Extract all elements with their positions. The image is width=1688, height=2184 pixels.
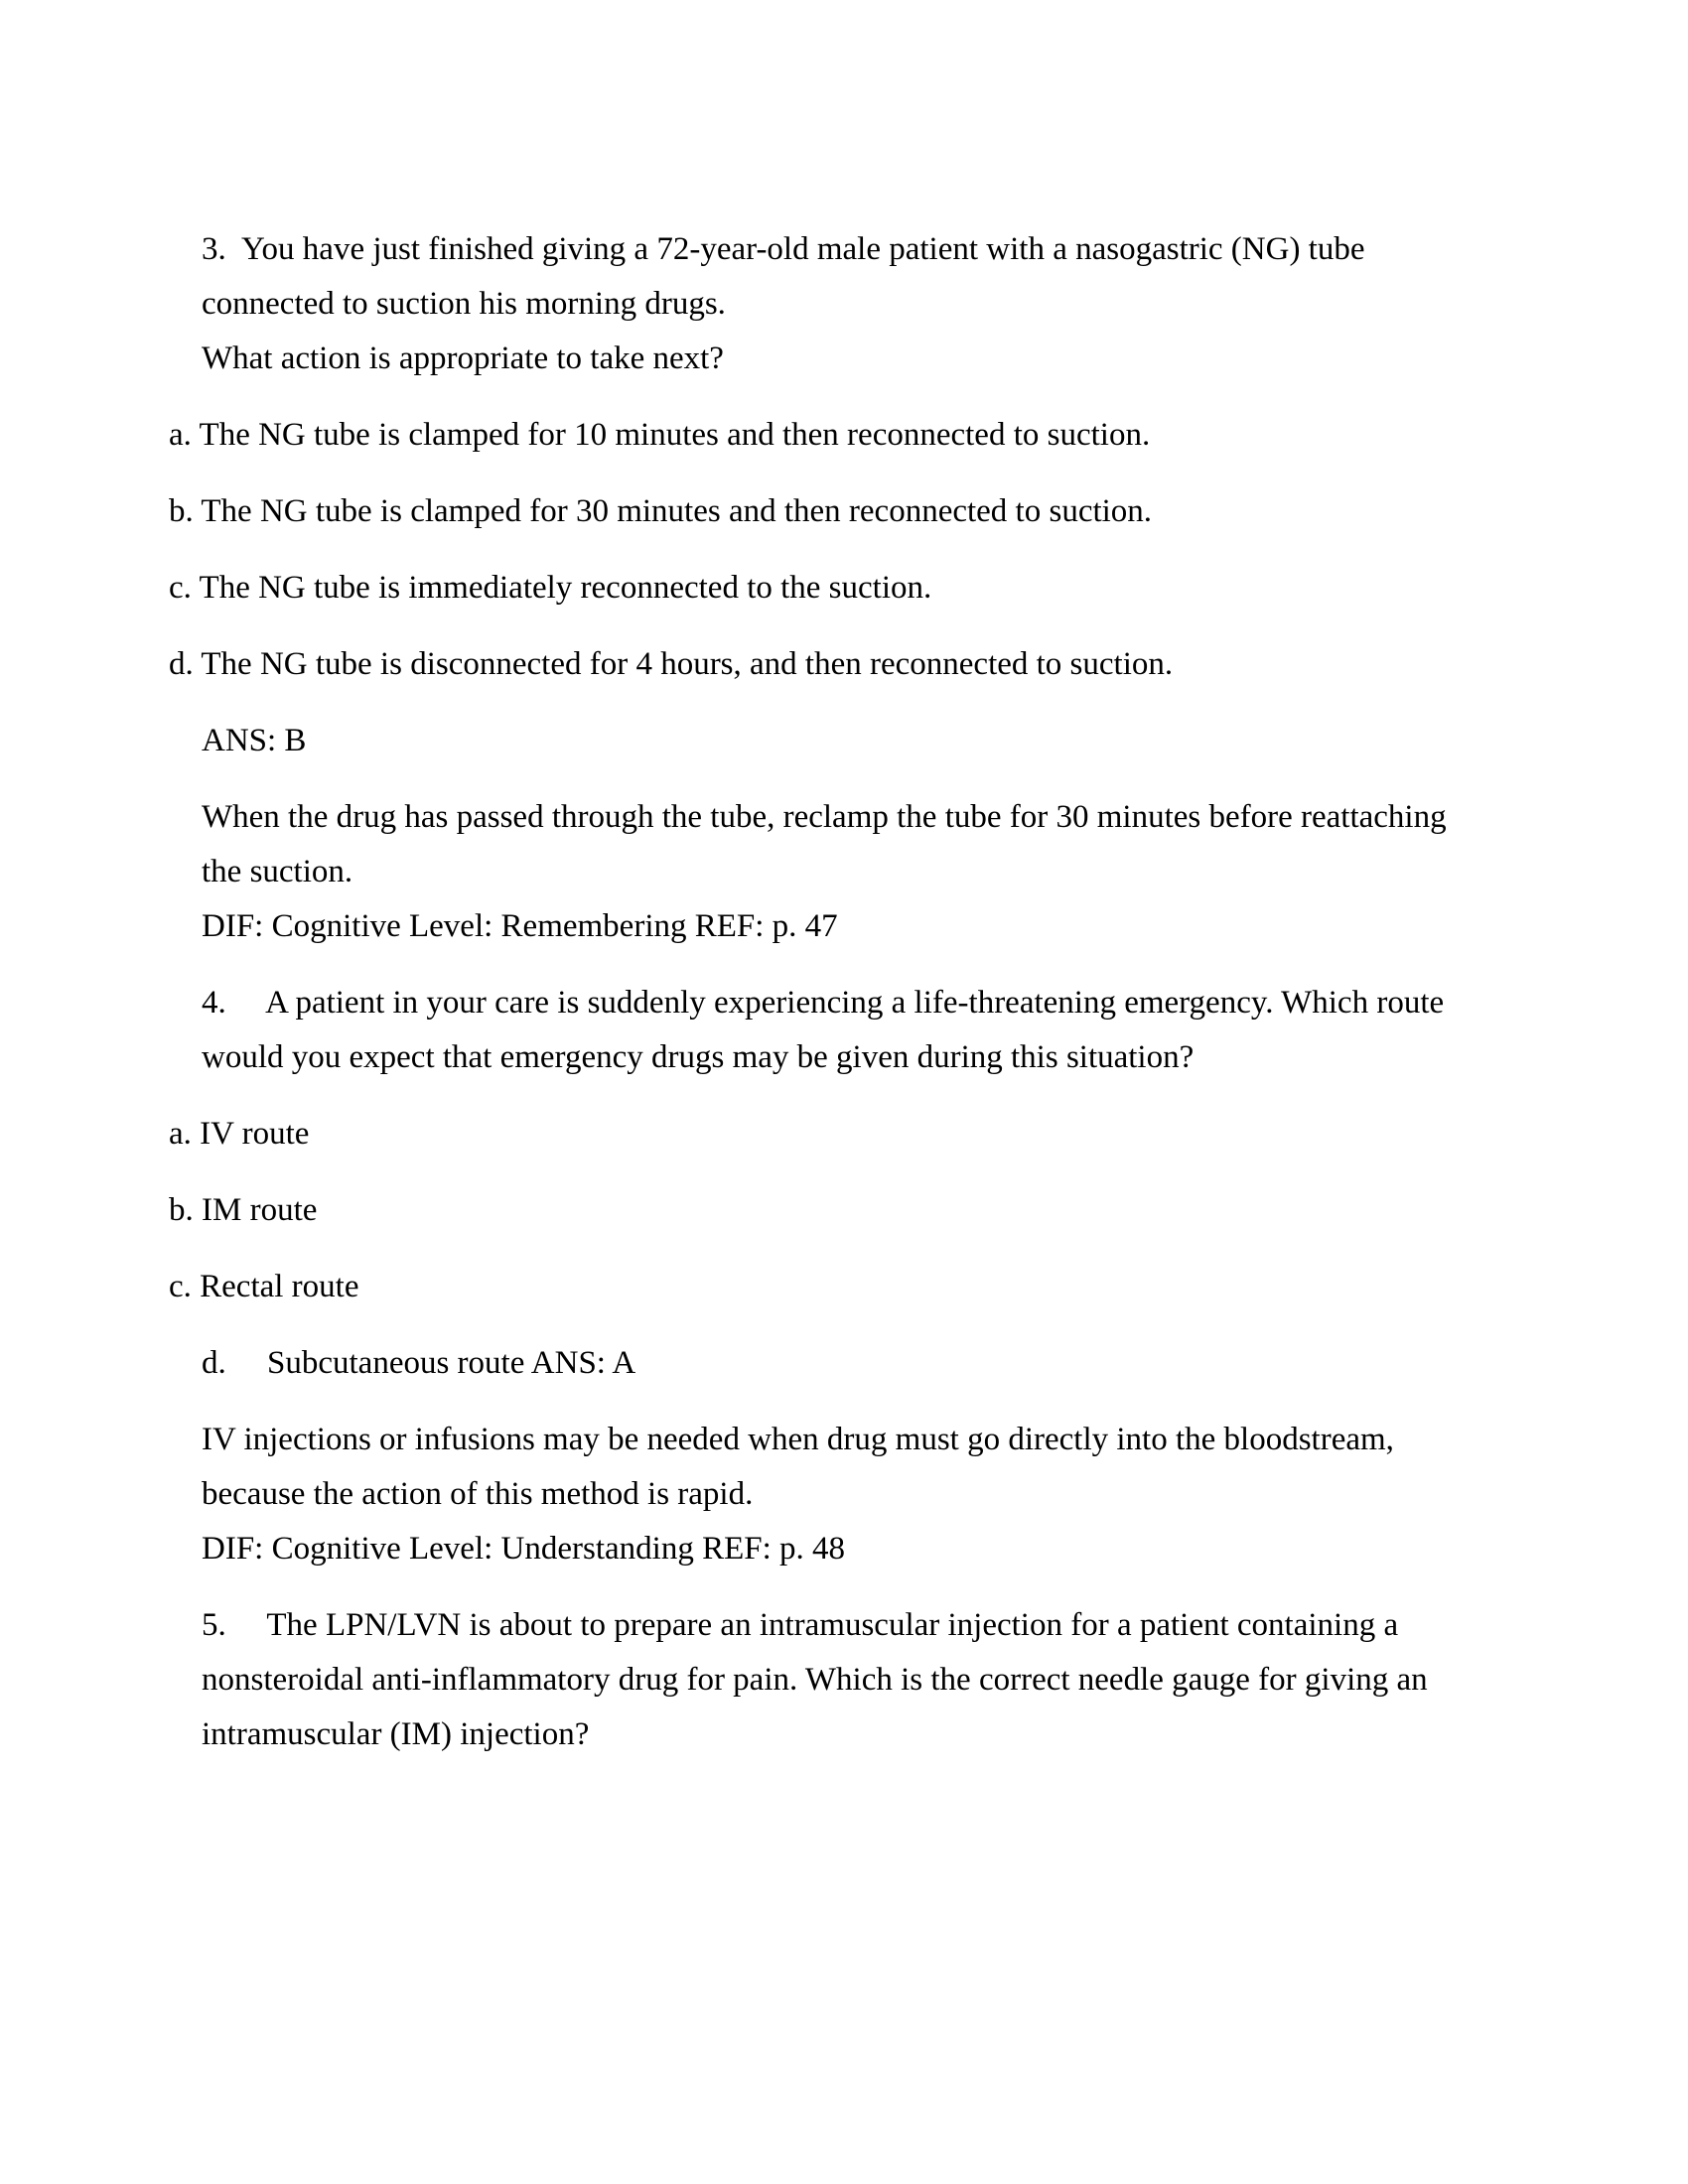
text-line: c. The NG tube is immediately reconnected to the suction. <box>169 570 932 606</box>
text-line: When the drug has passed through the tube, reclamp the tube for 30 minutes before reattaching <box>202 799 1447 835</box>
text-line: What action is appropriate to take next? <box>202 341 724 376</box>
question-paragraph <box>202 976 1539 1085</box>
answer-option <box>169 1183 1539 1238</box>
text-line: IV injections or infusions may be needed when drug must go directly into the bloodstream, <box>202 1422 1394 1457</box>
text-line: because the action of this method is rapid. <box>202 1476 754 1512</box>
answer-option <box>169 637 1539 692</box>
answer-option <box>169 484 1539 539</box>
text-line: a. The NG tube is clamped for 10 minutes and then reconnected to suction. <box>169 417 1151 453</box>
question-paragraph <box>202 222 1539 386</box>
text-line: 3. You have just finished giving a 72-year-old male patient with a nasogastric (NG) tube <box>202 231 1365 267</box>
text-line: a. IV route <box>169 1116 310 1152</box>
text-line: b. IM route <box>169 1192 318 1228</box>
text-line: ANS: B <box>202 723 307 758</box>
question-paragraph <box>202 1336 1539 1391</box>
text-line: would you expect that emergency drugs may be given during this situation? <box>202 1039 1195 1075</box>
answer-option <box>169 1107 1539 1161</box>
question-paragraph <box>202 1598 1539 1762</box>
answer-option <box>169 561 1539 615</box>
rationale-text <box>202 1413 1539 1576</box>
text-line: DIF: Cognitive Level: Remembering REF: p. 47 <box>202 908 838 944</box>
text-line: the suction. <box>202 854 353 889</box>
text-line: 5. The LPN/LVN is about to prepare an intramuscular injection for a patient containing a <box>202 1607 1399 1643</box>
text-line: b. The NG tube is clamped for 30 minutes and then reconnected to suction. <box>169 493 1153 529</box>
answer-option <box>169 1260 1539 1314</box>
answer-option <box>169 408 1539 463</box>
text-line: intramuscular (IM) injection? <box>202 1716 590 1752</box>
rationale-text <box>202 790 1539 954</box>
text-line: 4. A patient in your care is suddenly experiencing a life-threatening emergency. Which route <box>202 985 1445 1021</box>
text-line: d. The NG tube is disconnected for 4 hours, and then reconnected to suction. <box>169 646 1174 682</box>
text-line: connected to suction his morning drugs. <box>202 286 726 322</box>
text-line: nonsteroidal anti-inflammatory drug for pain. Which is the correct needle gauge for giving an <box>202 1662 1428 1698</box>
text-line: c. Rectal route <box>169 1269 359 1304</box>
answer-key <box>202 714 1539 768</box>
text-line: DIF: Cognitive Level: Understanding REF: p. 48 <box>202 1531 846 1567</box>
text-line: d. Subcutaneous route ANS: A <box>202 1345 636 1381</box>
